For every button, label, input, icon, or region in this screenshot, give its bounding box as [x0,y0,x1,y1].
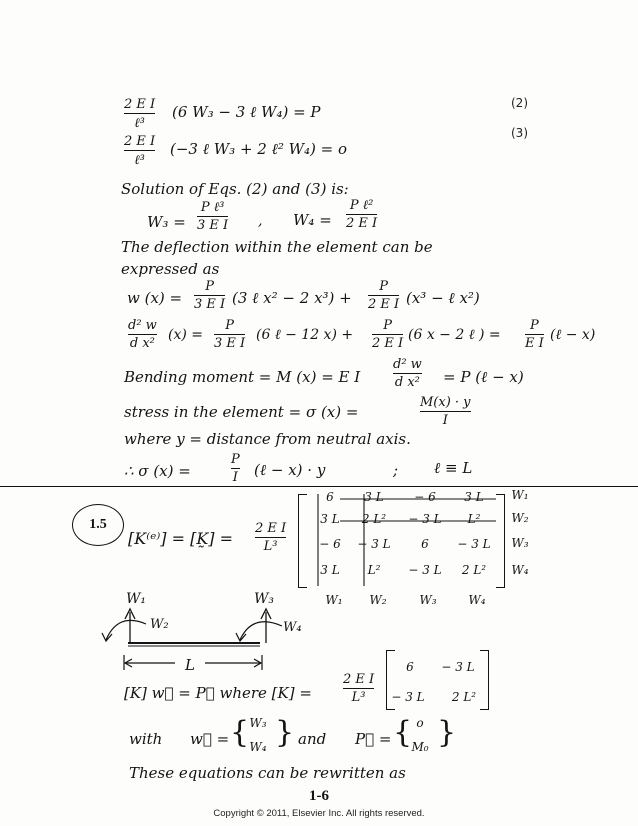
beam-length-label: L [185,656,195,674]
row-label-w3: W₃ [511,536,529,550]
and-label: and [298,730,327,748]
p-vector-left-brace: { [393,715,413,750]
eq2-coefficient: 2 E I ℓ³ [124,97,156,131]
p-vector-right-brace: } [437,715,457,750]
w-vector-entry-1: W₃ [249,716,267,730]
w-term2-coefficient: P 2 E I [368,279,400,312]
solution-separator: , [258,213,263,229]
stiffness-matrix-cell: − 3 L [408,563,442,577]
stress-result-coefficient: P I [231,452,240,485]
w-vector-entry-2: W₄ [249,740,267,754]
stiffness-matrix-cell: − 3 L [357,537,391,551]
problem-number-badge: 1.5 [72,504,124,546]
l-equiv-L: ℓ ≡ L [434,459,473,477]
w-term2: (x³ − ℓ x²) [406,289,480,307]
w-of-x-lhs: w (x) = [127,289,183,307]
stiffness-lhs: [K⁽ᵉ⁾] = [K̰] = [128,529,233,548]
stiffness-matrix-cell: − 3 L [408,512,442,526]
second-derivative-symbol: d² w d x² [128,318,157,351]
col-label-w2: W₂ [369,593,387,607]
stiffness-matrix-cell: − 6 [414,490,436,504]
row-label-w4: W₄ [511,563,529,577]
copyright-notice: Copyright © 2011, Elsevier Inc. All rights reserved. [213,808,425,819]
stress-result-lhs: ∴ σ (x) = [124,462,191,480]
w-vector-right-brace: } [275,715,295,750]
stiffness-matrix-cell: 6 [326,490,334,504]
with-label: with [129,730,163,748]
stiffness-coefficient: 2 E I L³ [255,521,287,554]
matrix2-right-bracket [480,650,489,710]
eq3-coefficient: 2 E I ℓ³ [124,134,156,168]
stiffness-matrix-cell: − 6 [319,537,341,551]
w-vector-lhs: w⃗ = [190,730,230,748]
stress-semicolon: ; [393,461,399,479]
d2-term1-coefficient: P 3 E I [214,318,246,351]
d2-term3: (ℓ − x) [550,327,596,343]
where-definition: where y = distance from neutral axis. [124,430,411,448]
stiffness-matrix-cell: L² [367,563,381,577]
reduced-coefficient: 2 E I L³ [343,672,375,705]
beam-w1-label: W₁ [126,591,147,607]
eq2-body: (6 W₃ − 3 ℓ W₄) = P [172,103,321,121]
w-term1-coefficient: P 3 E I [194,279,226,312]
reduced-system-lhs: [K] w⃗ = P⃗ where [K] = [124,684,312,702]
row-label-w2: W₂ [511,511,529,525]
closing-sentence: These equations can be rewritten as [129,764,406,782]
bending-moment-rhs: = P (ℓ − x) [443,368,524,386]
p-vector-entry-2: M₀ [411,740,429,754]
stiffness-matrix-cell: 2 L² [361,512,387,526]
eq3-tag: (3) [511,126,528,140]
w-term1: (3 ℓ x² − 2 x³) + [232,289,352,307]
stress-result-rhs: (ℓ − x) · y [254,461,326,479]
deflection-text-line1: The deflection within the element can be [121,238,433,256]
beam-w3-label: W₃ [254,591,275,607]
stiffness-matrix-cell: − 3 L [457,537,491,551]
w4-lhs: W₄ = [293,211,332,229]
reduced-matrix-r2c1: − 3 L [391,690,425,704]
d2-term1: (6 ℓ − 12 x) + [256,327,354,343]
col-label-w3: W₃ [419,593,437,607]
page-number: 1-6 [309,788,329,804]
d2-term3-coefficient: P E I [525,318,544,351]
eq2-tag: (2) [511,96,528,110]
w-vector-left-brace: { [230,715,250,750]
d2-term2-coefficient: P 2 E I [372,318,404,351]
stiffness-matrix-cell: 6 [421,537,429,551]
bending-moment-lhs: Bending moment = M (x) = E I [124,368,361,386]
d2-term2: (6 x − 2 ℓ ) = [408,327,501,343]
p-vector-lhs: P⃗ = [355,730,392,748]
w3-lhs: W₃ = [147,213,186,231]
col-label-w1: W₁ [325,593,343,607]
reduced-matrix-r1c1: 6 [406,660,414,674]
reduced-matrix-r2c2: 2 L² [451,690,477,704]
stiffness-matrix-cell: 3 L [320,563,340,577]
beam-w2-label: W₂ [150,617,169,632]
w4-value: P ℓ² 2 E I [346,198,378,231]
row-label-w1: W₁ [511,488,529,502]
w3-value: P ℓ³ 3 E I [197,200,229,233]
second-derivative-mid: (x) = [168,327,203,343]
reduced-matrix-r1c2: − 3 L [441,660,475,674]
stiffness-matrix-cell: L² [467,512,481,526]
stiffness-matrix-cell: 2 L² [461,563,487,577]
stress-lhs: stress in the element = σ (x) = [124,403,359,421]
stiffness-matrix-cell: 3 L [320,512,340,526]
w2-rotation-arc [106,620,146,640]
stiffness-matrix-cell: 3 L [464,490,484,504]
w4-rotation-arc [240,622,282,640]
col-label-w4: W₄ [468,593,486,607]
bending-moment-derivative: d² w d x² [393,357,422,390]
solution-intro: Solution of Eqs. (2) and (3) is: [121,180,349,198]
stiffness-matrix-cell: 3 L [364,490,384,504]
eq3-body: (−3 ℓ W₃ + 2 ℓ² W₄) = o [170,140,348,158]
p-vector-entry-1: o [416,716,424,730]
stress-fraction: M(x) · y I [420,395,471,428]
deflection-text-line2: expressed as [121,260,220,278]
beam-w4-label: W₄ [283,620,302,635]
